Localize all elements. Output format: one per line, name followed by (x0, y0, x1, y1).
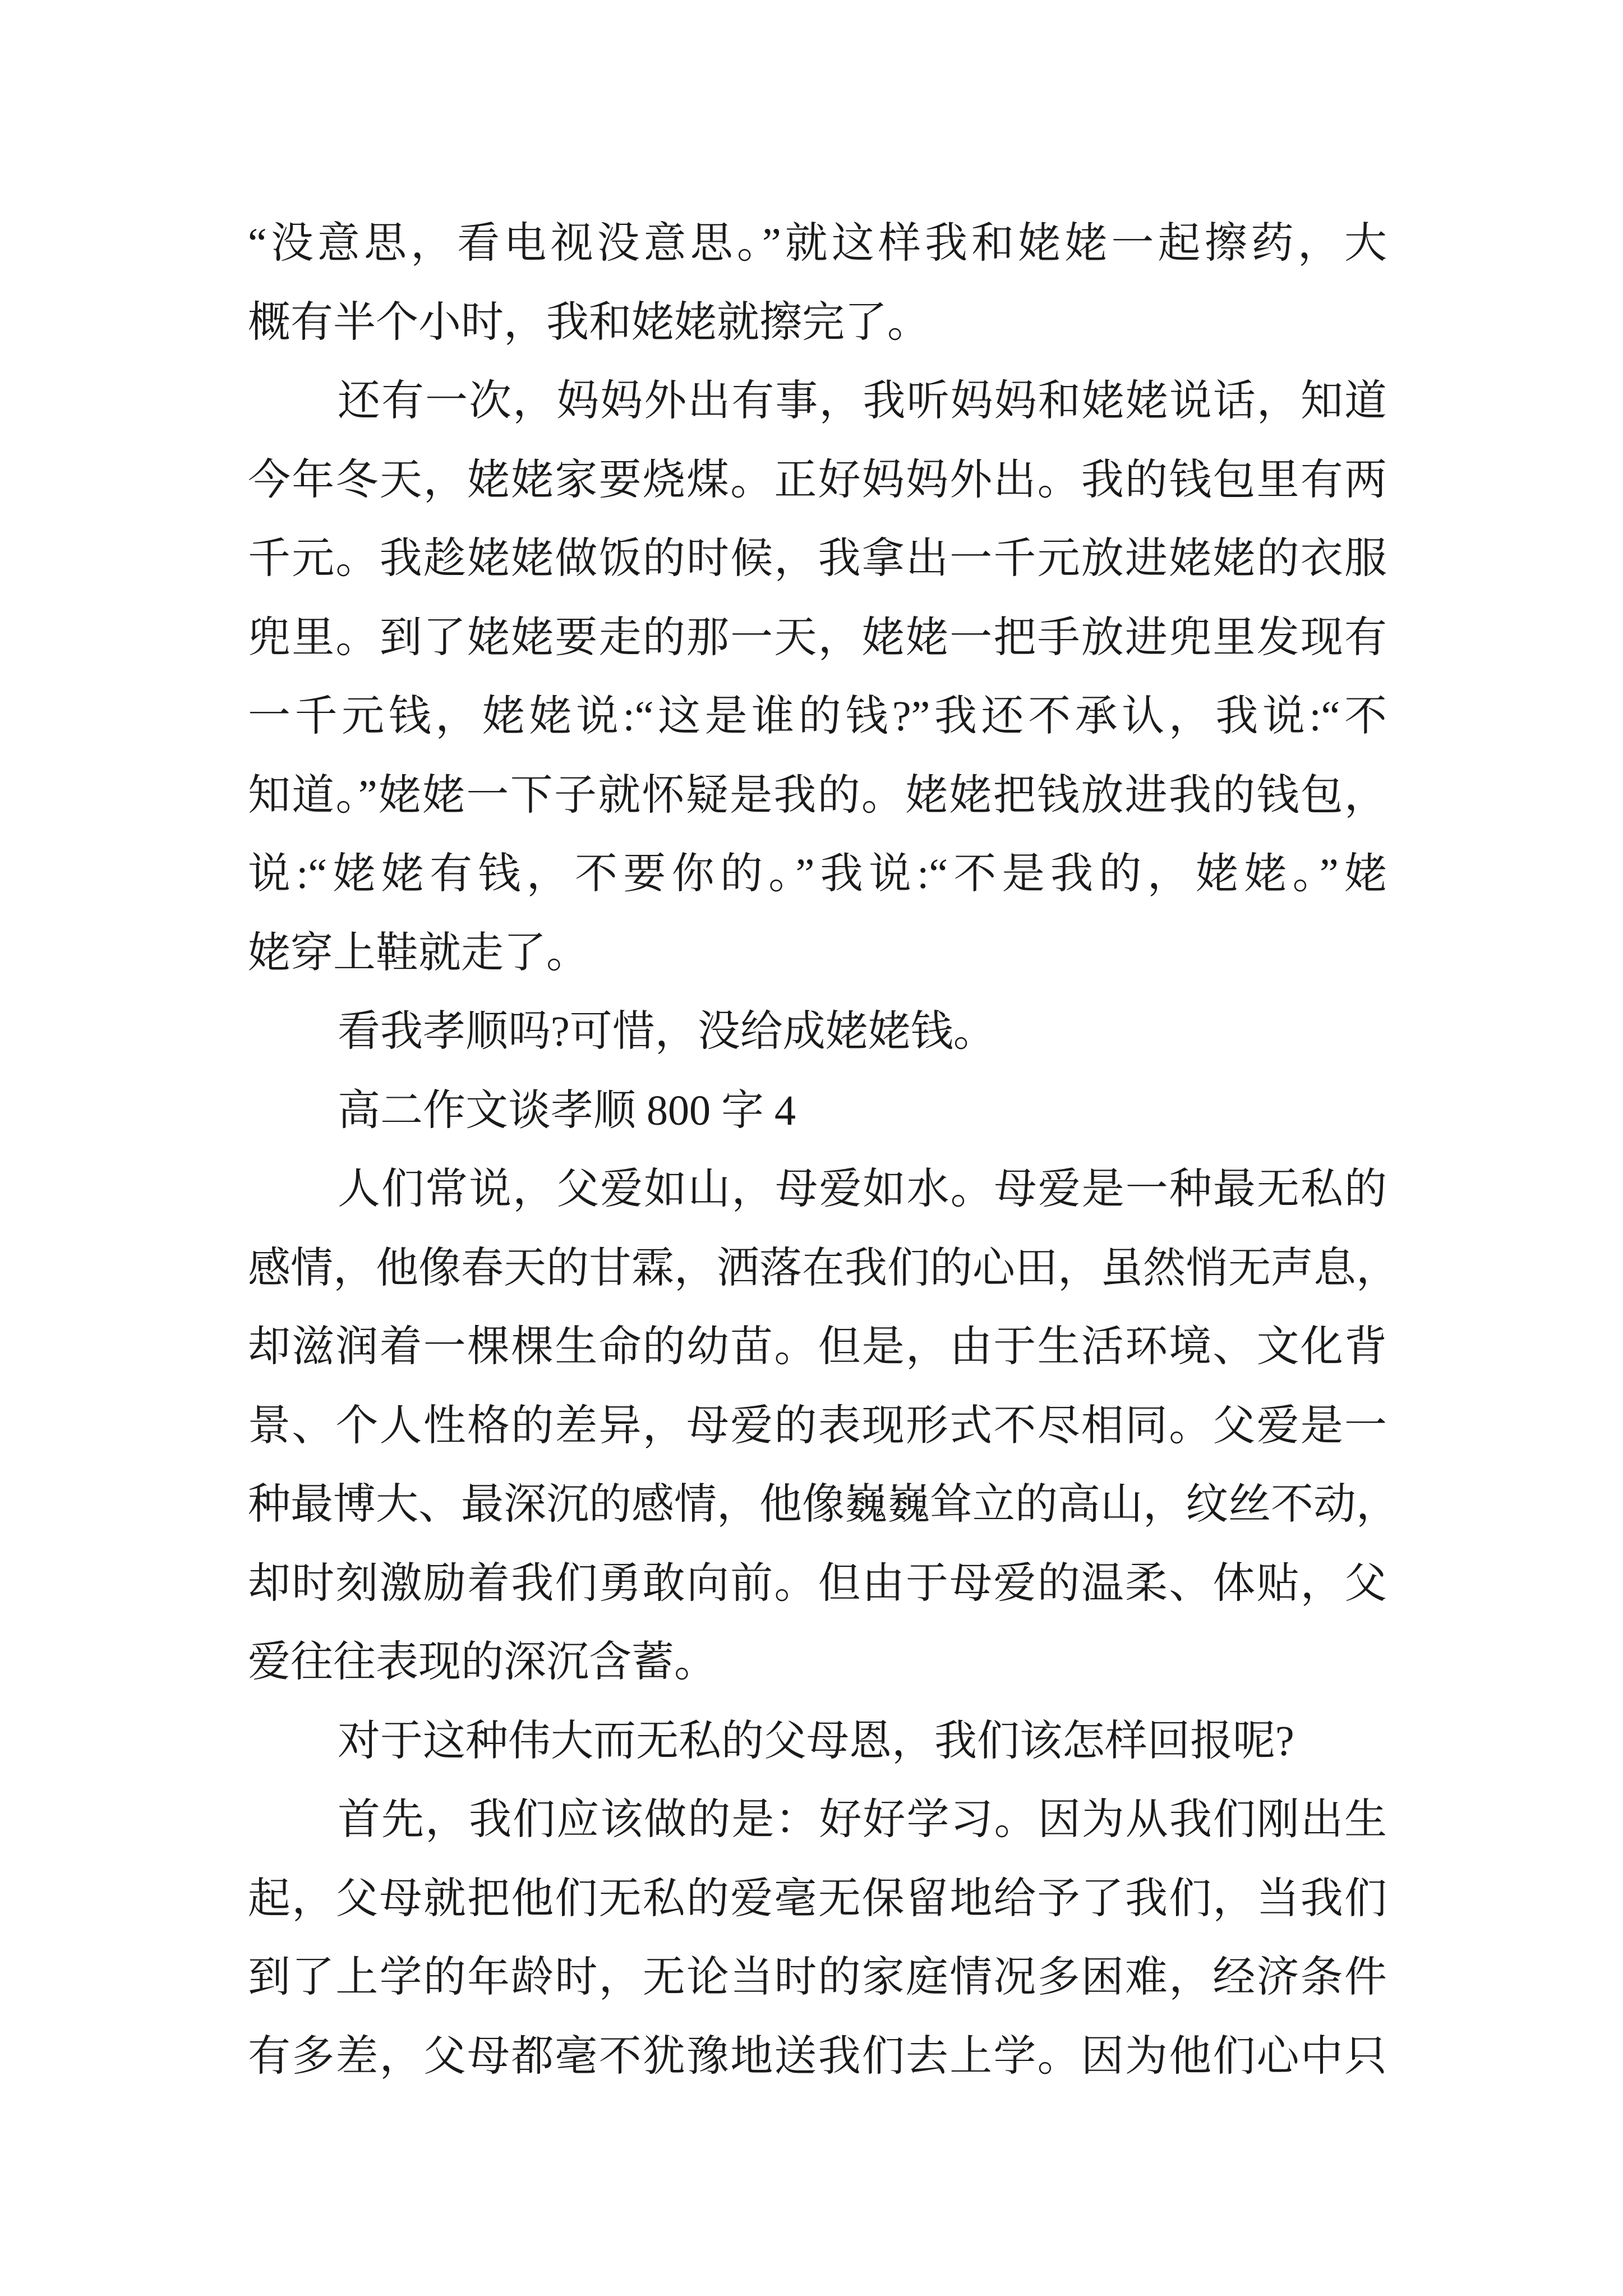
text-line: 有多差，父母都毫不犹豫地送我们去上学。因为他们心中只 (248, 2032, 1387, 2080)
text-line: 首先，我们应该做的是：好好学习。因为从我们刚出生 (338, 1796, 1387, 1843)
text-line: 却时刻激励着我们勇敢向前。但由于母爱的温柔、体贴，父 (248, 1559, 1387, 1607)
text-line: 知道。”姥姥一下子就怀疑是我的。姥姥把钱放进我的钱包， (248, 771, 1387, 819)
paragraph (248, 204, 1387, 362)
text-line: 对于这种伟大而无私的父母恩，我们该怎样回报呢? (338, 1717, 1294, 1765)
text-line: 起，父母就把他们无私的爱毫无保留地给予了我们，当我们 (248, 1875, 1387, 1922)
text-line: 种最博大、最深沉的感情，他像巍巍耸立的高山，纹丝不动， (248, 1481, 1399, 1528)
paragraph (248, 992, 1387, 1071)
section-heading (248, 1071, 1387, 1151)
body-text (248, 204, 1399, 2096)
text-line: 感情，他像春天的甘霖，洒落在我们的心田，虽然悄无声息， (248, 1244, 1399, 1292)
text-line: 却滋润着一棵棵生命的幼苗。但是，由于生活环境、文化背 (248, 1323, 1387, 1370)
text-line: 姥穿上鞋就走了。 (248, 929, 589, 977)
text-line: 看我孝顺吗?可惜，没给成姥姥钱。 (338, 1008, 996, 1055)
text-line: 概有半个小时，我和姥姥就擦完了。 (248, 298, 930, 346)
paragraph (248, 1150, 1399, 1702)
text-line: “没意思，看电视没意思。”就这样我和姥姥一起擦药，大 (248, 220, 1387, 267)
text-line: 兜里。到了姥姥要走的那一天，姥姥一把手放进兜里发现有 (248, 614, 1387, 661)
text-line: 景、个人性格的差异，母爱的表现形式不尽相同。父爱是一 (248, 1402, 1387, 1450)
paragraph (248, 1702, 1387, 1781)
text-line: 到了上学的年龄时，无论当时的家庭情况多困难，经济条件 (248, 1954, 1387, 2001)
text-line: 说:“姥姥有钱，不要你的。”我说:“不是我的，姥姥。”姥 (248, 850, 1387, 898)
heading-text: 高二作文谈孝顺 800 字 4 (338, 1087, 796, 1134)
text-line: 千元。我趁姥姥做饭的时候，我拿出一千元放进姥姥的衣服 (248, 535, 1387, 582)
text-line: 今年冬天，姥姥家要烧煤。正好妈妈外出。我的钱包里有两 (248, 456, 1387, 504)
text-line: 一千元钱，姥姥说:“这是谁的钱?”我还不承认，我说:“不 (248, 693, 1387, 740)
paragraph (248, 1780, 1387, 2096)
text-line: 爱往往表现的深沉含蓄。 (248, 1639, 717, 1686)
paragraph (248, 362, 1387, 992)
text-line: 还有一次，妈妈外出有事，我听妈妈和姥姥说话，知道 (338, 378, 1387, 425)
text-line: 人们常说，父爱如山，母爱如水。母爱是一种最无私的 (338, 1166, 1387, 1213)
